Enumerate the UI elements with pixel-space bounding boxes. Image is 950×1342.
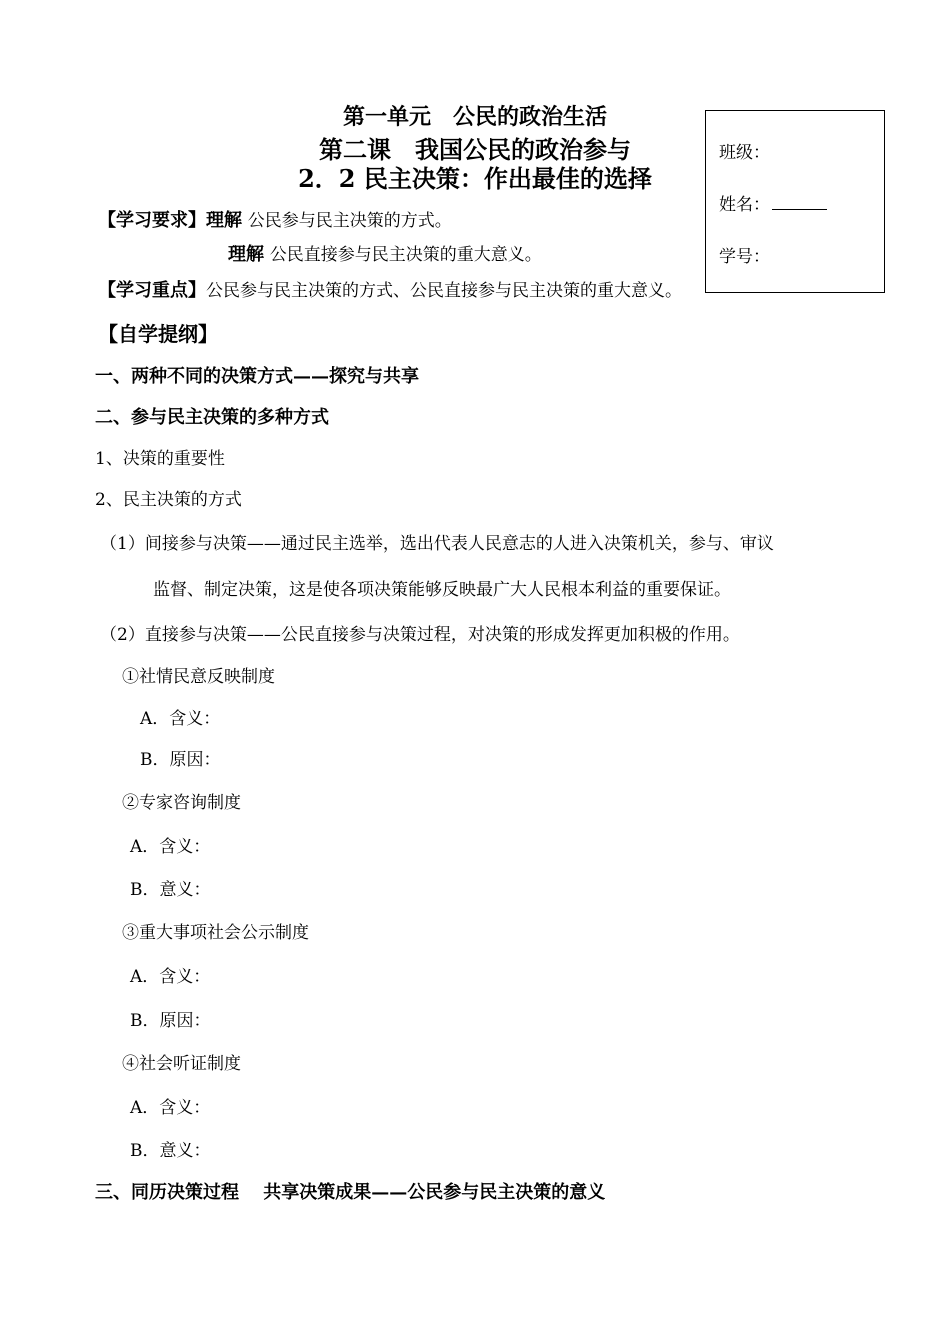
lesson-title: 第二课 我国公民的政治参与 bbox=[319, 135, 631, 164]
section-2-heading: 二、参与民主决策的多种方式 bbox=[95, 407, 329, 428]
focus-label: 【学习重点】 bbox=[98, 280, 206, 301]
student-info-box bbox=[705, 110, 885, 293]
outline-label: 【自学提纲】 bbox=[98, 322, 218, 346]
section-3-heading: 三、同历决策过程 共享决策成果——公民参与民主决策的意义 bbox=[95, 1182, 606, 1203]
section-title: 2．2 民主决策：作出最佳的选择 bbox=[298, 164, 652, 193]
method-1-meaning: A．含义： bbox=[140, 709, 221, 729]
point-2: 2、民主决策的方式 bbox=[95, 490, 242, 510]
focus-row bbox=[98, 276, 682, 302]
method-4: ④社会听证制度 bbox=[122, 1054, 241, 1074]
indirect-participation-line-1: （1）间接参与决策——通过民主选举，选出代表人民意志的人进入决策机关，参与、审议 bbox=[100, 534, 774, 554]
name-underline bbox=[772, 195, 827, 210]
point-1: 1、决策的重要性 bbox=[95, 449, 225, 469]
requirements-label: 【学习要求】 bbox=[98, 210, 206, 231]
name-field bbox=[719, 190, 827, 215]
method-2: ②专家咨询制度 bbox=[122, 793, 241, 813]
requirement-text: 公民直接参与民主决策的重大意义。 bbox=[269, 245, 542, 265]
method-3-reason: B．原因： bbox=[130, 1011, 211, 1031]
id-label: 学号： bbox=[719, 247, 770, 267]
name-label: 姓名： bbox=[719, 195, 770, 215]
method-4-significance: B．意义： bbox=[130, 1141, 211, 1161]
focus-text: 公民参与民主决策的方式、公民直接参与民主决策的重大意义。 bbox=[206, 281, 682, 301]
requirement-verb: 理解 bbox=[228, 244, 264, 265]
direct-participation: （2）直接参与决策——公民直接参与决策过程，对决策的形成发挥更加积极的作用。 bbox=[100, 625, 740, 645]
section-1-heading: 一、两种不同的决策方式——探究与共享 bbox=[95, 366, 419, 387]
method-1-reason: B．原因： bbox=[140, 750, 221, 770]
method-3-meaning: A．含义： bbox=[130, 967, 211, 987]
method-2-meaning: A．含义： bbox=[130, 837, 211, 857]
method-3: ③重大事项社会公示制度 bbox=[122, 923, 309, 943]
requirements-row-2 bbox=[228, 240, 542, 266]
method-2-significance: B．意义： bbox=[130, 880, 211, 900]
indirect-participation-line-2: 监督、制定决策，这是使各项决策能够反映最广大人民根本利益的重要保证。 bbox=[153, 580, 731, 600]
requirement-verb: 理解 bbox=[206, 210, 242, 231]
method-4-meaning: A．含义： bbox=[130, 1098, 211, 1118]
requirement-text: 公民参与民主决策的方式。 bbox=[247, 211, 452, 231]
unit-title: 第一单元 公民的政治生活 bbox=[342, 104, 607, 130]
requirements-row-1 bbox=[98, 206, 452, 232]
class-label: 班级： bbox=[719, 143, 770, 163]
method-1: ①社情民意反映制度 bbox=[122, 667, 275, 687]
